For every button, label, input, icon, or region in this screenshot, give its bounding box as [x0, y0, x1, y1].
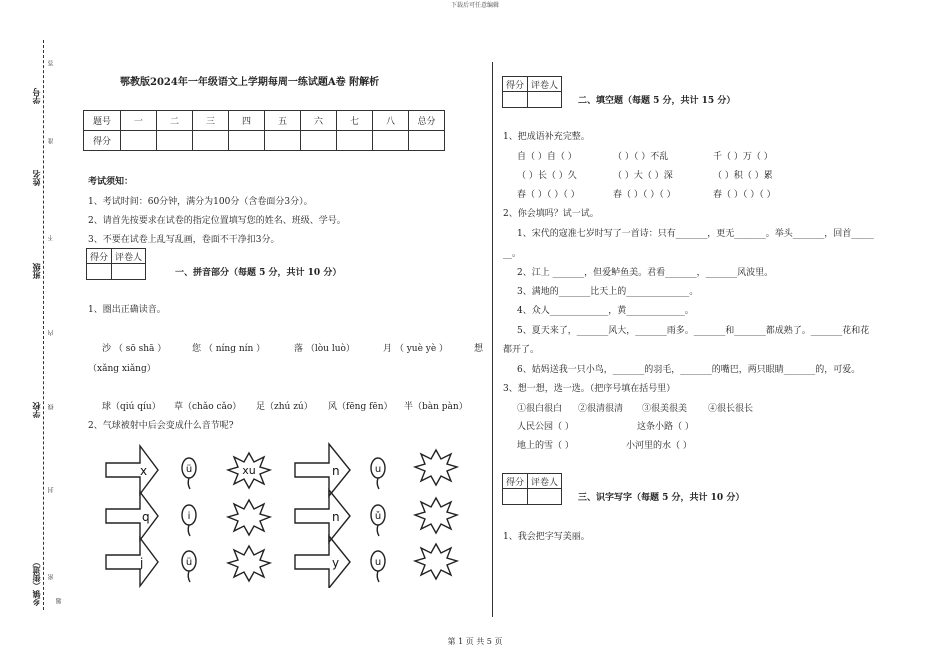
- choice-blank[interactable]: 地上的雪（ ）: [517, 441, 574, 451]
- grader-box: [502, 76, 562, 108]
- arrow-icon: [106, 538, 158, 586]
- notice-item: 1、考试时间：60分钟，满分为100分（含卷面分3分）。: [88, 197, 313, 207]
- binding-label-name: 姓名: [31, 170, 41, 186]
- binding-mark: 密: [48, 574, 55, 580]
- score-cell[interactable]: [301, 131, 337, 151]
- pinyin-option: 想: [474, 344, 484, 354]
- question-text: 1、圈出正确读音。: [88, 305, 166, 315]
- arrow-icon: [295, 444, 350, 496]
- pinyin-option: 草（chǎo cǎo）: [174, 402, 242, 412]
- fill-line[interactable]: 3、满地的_______比天上的______________。: [517, 287, 699, 297]
- grader-score-label: 得分: [503, 474, 528, 489]
- grader-box: [86, 248, 146, 280]
- score-table-header: 五: [265, 111, 301, 131]
- question-text: 2、你会填吗？试一试。: [503, 209, 599, 219]
- score-table-row-label: 得分: [84, 131, 121, 151]
- notice-heading: 考试须知：: [88, 177, 134, 187]
- score-table-header: 一: [121, 111, 157, 131]
- question-text: 1、把成语补充完整。: [503, 132, 590, 142]
- grader-score-label: 得分: [503, 77, 528, 92]
- grader-box: [502, 473, 562, 505]
- section1-heading: 一、拼音部分（每题 5 分，共计 10 分）: [175, 268, 342, 278]
- arrow-letter: x: [140, 464, 148, 478]
- score-cell[interactable]: [373, 131, 409, 151]
- pinyin-option: 您 （ níng nín ）: [192, 344, 266, 354]
- grader-score-cell[interactable]: [503, 489, 528, 505]
- binding-mark: 答: [48, 60, 55, 66]
- score-cell[interactable]: [337, 131, 373, 151]
- balloon-letter: u: [374, 557, 382, 568]
- section2-heading: 二、填空题（每题 5 分，共计 15 分）: [578, 96, 736, 106]
- score-cell[interactable]: [409, 131, 445, 151]
- balloon-letter: ü: [185, 464, 193, 475]
- fill-line[interactable]: 1、宋代的寇准七岁时写了一首诗：只有_______，更无_______。举头_______，回首_____: [517, 229, 874, 239]
- binding-mark: 准: [48, 138, 55, 144]
- grader-reviewer-label: 评卷人: [528, 474, 562, 489]
- idiom-blank[interactable]: （ ）大（ ）深: [613, 171, 673, 181]
- choice-option: ④很长很长: [708, 404, 754, 414]
- arrow-icon: [295, 490, 350, 542]
- pinyin-option: 落 （lòu luò）: [294, 344, 355, 354]
- grader-reviewer-cell[interactable]: [528, 92, 562, 108]
- fill-line[interactable]: 2、江上 _______，但爱鲈鱼美。君看_______，_______风波里。: [517, 268, 774, 278]
- idiom-blank[interactable]: 千（ ）万（ ）: [713, 152, 773, 162]
- arrow-letter: q: [142, 510, 150, 524]
- notice-item: 2、请首先按要求在试卷的指定位置填写您的姓名、班级、学号。: [88, 216, 346, 226]
- idiom-blank[interactable]: （ ）积（ ）累: [713, 171, 773, 181]
- idiom-blank[interactable]: （ ）长（ ）久: [517, 171, 577, 181]
- grader-reviewer-cell[interactable]: [528, 489, 562, 505]
- pinyin-option: 半（bàn pàn）: [404, 402, 468, 412]
- page-title: 鄂教版2024年一年级语文上学期每周一练试题A卷 附解析: [120, 77, 380, 88]
- score-table-header: 四: [229, 111, 265, 131]
- balloon-letter: ǔ: [374, 511, 382, 522]
- question-text: 3、想一想，选一选。（把序号填在括号里）: [503, 384, 676, 394]
- star-burst-icon: [415, 498, 457, 533]
- fill-line[interactable]: 6、姑妈送我一只小鸟，_______的羽毛，_______的嘴巴，两只眼睛_______的，可爱。: [517, 365, 861, 375]
- question-text: 1、我会把字写美丽。: [503, 532, 590, 542]
- balloon-letter: ü: [185, 557, 193, 568]
- score-cell[interactable]: [193, 131, 229, 151]
- idiom-blank[interactable]: （ ）（ ）不乱: [613, 152, 669, 162]
- binding-mark: 题: [56, 598, 63, 604]
- pinyin-option: 球（qiú qíu）: [102, 402, 161, 412]
- score-table-header: 二: [157, 111, 193, 131]
- pinyin-option: （xǎng xiǎng）: [88, 364, 156, 374]
- score-table-header: 八: [373, 111, 409, 131]
- score-table: [83, 110, 445, 151]
- grader-score-label: 得分: [87, 249, 112, 264]
- binding-label-school: 学校: [31, 402, 41, 418]
- grader-score-cell[interactable]: [87, 264, 112, 280]
- star-burst-icon: [228, 546, 270, 581]
- star-burst-icon: [228, 500, 270, 535]
- score-cell[interactable]: [229, 131, 265, 151]
- binding-mark: 线: [48, 404, 55, 410]
- score-table-header: 题号: [84, 111, 121, 131]
- arrow-letter: y: [332, 556, 340, 570]
- grader-reviewer-cell[interactable]: [112, 264, 146, 280]
- pinyin-option: 月 （ yuè yè ）: [383, 344, 449, 354]
- grader-score-cell[interactable]: [503, 92, 528, 108]
- score-table-header: 七: [337, 111, 373, 131]
- score-table-header: 六: [301, 111, 337, 131]
- balloon-letter: i: [187, 511, 191, 522]
- score-table-header: 三: [193, 111, 229, 131]
- column-divider: [492, 62, 493, 617]
- fill-line[interactable]: 4、众人_____________，黄_____________。: [517, 306, 694, 316]
- idiom-blank[interactable]: 春（ ）（ ）（ ）: [517, 190, 580, 200]
- balloon-arrow-figure: [100, 438, 470, 588]
- choice-blank[interactable]: 这条小路（ ）: [637, 422, 694, 432]
- arrow-letter: n: [332, 464, 340, 478]
- binding-label-township: 乡镇（街道）: [31, 558, 41, 606]
- binding-mark: 不: [48, 235, 55, 241]
- binding-label-class: 班级: [31, 263, 41, 279]
- choice-blank[interactable]: 人民公园（ ）: [517, 422, 574, 432]
- pinyin-option: 沙 （ sō shā ）: [102, 344, 167, 354]
- grader-reviewer-label: 评卷人: [528, 77, 562, 92]
- binding-mark: 内: [48, 330, 55, 336]
- arrow-icon: [295, 536, 350, 588]
- notice-item: 3、不要在试卷上乱写乱画，卷面不干净扣3分。: [88, 235, 280, 245]
- score-cell[interactable]: [121, 131, 157, 151]
- choice-option: ②很清很清: [578, 404, 624, 414]
- pinyin-option: 足（zhú zú）: [256, 402, 313, 412]
- arrow-icon: [106, 492, 158, 540]
- page-footer: 第 1 页 共 5 页: [447, 637, 503, 646]
- score-table-header: 总分: [409, 111, 445, 131]
- star-burst-icon: [415, 450, 457, 485]
- idiom-blank[interactable]: 春（ ）（ ）（ ）: [713, 190, 776, 200]
- arrow-letter: n: [332, 510, 340, 524]
- star-burst-icon: [415, 544, 457, 579]
- star-label: xu: [242, 464, 256, 477]
- grader-reviewer-label: 评卷人: [112, 249, 146, 264]
- fill-line[interactable]: 5、夏天来了，_______风大，_______雨多。_______和_______都成熟了。_______花和花: [517, 326, 870, 336]
- arrow-icon: [106, 446, 158, 494]
- arrow-letter: j: [140, 556, 144, 570]
- section3-heading: 三、识字写字（每题 5 分，共计 10 分）: [578, 493, 745, 503]
- balloon-letter: u: [374, 464, 382, 475]
- choice-blank[interactable]: 小河里的水（ ）: [626, 441, 692, 451]
- header-note: 下载后可任意编辑: [450, 2, 499, 9]
- score-cell[interactable]: [157, 131, 193, 151]
- score-cell[interactable]: [265, 131, 301, 151]
- binding-label-student-id: 学号: [31, 88, 41, 104]
- fill-line[interactable]: __。: [503, 249, 522, 259]
- question-text: 2、气球被射中后会变成什么音节呢?: [88, 421, 234, 431]
- idiom-blank[interactable]: 自（ ）自（ ）: [517, 152, 577, 162]
- fill-line[interactable]: 都开了。: [503, 345, 540, 355]
- choice-option: ③很美很美: [642, 404, 688, 414]
- pinyin-option: 风（fēng fēn）: [328, 402, 393, 412]
- idiom-blank[interactable]: 春（ ）（ ）（ ）: [613, 190, 676, 200]
- choice-option: ①很白很白: [517, 404, 563, 414]
- binding-mark: 封: [48, 487, 55, 493]
